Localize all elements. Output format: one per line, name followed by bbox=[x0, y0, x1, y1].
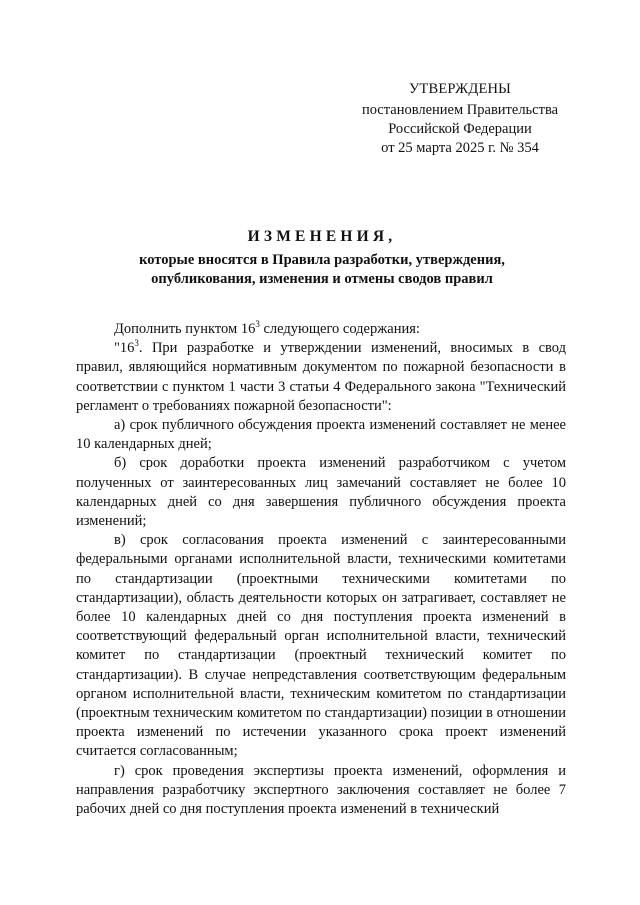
item-a: а) срок публичного обсуждения проекта изменений составляет не менее 10 календарных дней; bbox=[76, 417, 566, 453]
intro-text-start: Дополнить пунктом 16 bbox=[114, 321, 256, 337]
title-subtitle-line-2: опубликования, изменения и отмены сводов правил bbox=[151, 271, 493, 287]
approval-line-1: постановлением Правительства bbox=[361, 102, 559, 118]
title-subtitle-line-1: которые вносятся в Правила разработки, утверждения, bbox=[139, 252, 505, 268]
approval-heading: УТВЕРЖДЕНЫ bbox=[408, 81, 512, 97]
approval-stamp bbox=[340, 80, 580, 158]
p1-text-end: . При разработке и утверждении изменений, вносимых в свод правил, являющийся нормативным документом по пожарной безопасности в соответствии с пунктом 1 части 3 статьи 4 Федерального закона "Технический регламент о требованиях пожарной безопасности": bbox=[76, 340, 566, 414]
document-title bbox=[78, 226, 566, 289]
title-main: ИЗМЕНЕНИЯ, bbox=[247, 228, 397, 245]
document-body bbox=[76, 320, 566, 819]
intro-superscript: 3 bbox=[255, 319, 260, 330]
approval-line-3: от 25 марта 2025 г. № 354 bbox=[381, 140, 539, 156]
paragraph-16-3 bbox=[76, 339, 566, 416]
item-g: г) срок проведения экспертизы проекта изменений, оформления и направления разработчику экспертного заключения составляет не более 7 рабочих дней со дня поступления проекта изменений в технический bbox=[76, 762, 566, 818]
intro-paragraph bbox=[76, 320, 566, 339]
item-b: б) срок доработки проекта изменений разработчиком с учетом полученных от заинтересованных лиц замечаний составляет не более 10 календарных дней со дня завершения публичного обсуждения проекта изменений; bbox=[76, 455, 566, 530]
p1-text-start: "16 bbox=[114, 340, 135, 357]
approval-line-2: Российской Федерации bbox=[388, 121, 532, 137]
intro-text-end: следующего содержания: bbox=[259, 321, 420, 337]
p1-superscript: 3 bbox=[134, 338, 139, 349]
item-v: в) срок согласования проекта изменений с заинтересованными федеральными органами исполнительной власти, техническими комитетами по стандартизации (проектными техническими комитетами по стандартизации), область деятельности которых он затрагивает, составляет не более 10 календарных дней со дня поступления проекта изменений в соответствующий федеральный орган исполнительной власти, технический комитет по стандартизации (проектный технический комитет по стандартизации). В случае непредставления соответствующим федеральным органом исполнительной власти, техническим комитетом по стандартизации (проектным техническим комитетом по стандартизации) позиции в отношении проекта изменений по истечении указанного срока проект изменений считается согласованным; bbox=[76, 532, 566, 760]
